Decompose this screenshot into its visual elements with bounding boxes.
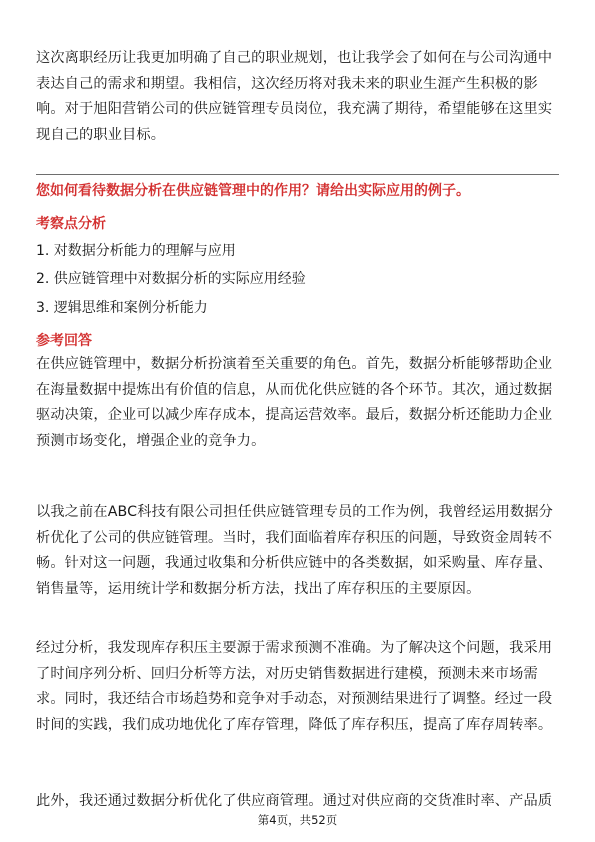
analysis-point: 1. 对数据分析能力的理解与应用 — [36, 243, 236, 259]
answer-heading: 参考回答 — [36, 333, 92, 349]
answer-paragraph: 此外，我还通过数据分析优化了供应商管理。通过对供应商的交货准时率、产品质 — [36, 793, 553, 809]
intro-paragraph: 这次离职经历让我更加明确了自己的职业规划，也让我学会了如何在与公司沟通中表达自己的需求和期望。我相信，这次经历将对我未来的职业生涯产生积极的影响。对于旭阳营销公司的供应链管理专员岗位，我充满了期待，希望能够在这里实现自己的职业目标。 — [36, 50, 553, 143]
answer-paragraph: 在供应链管理中，数据分析扮演着至关重要的角色。首先，数据分析能够帮助企业在海量数据中提炼出有价值的信息，从而优化供应链的各个环节。其次，通过数据驱动决策，企业可以减少库存成本，提高运营效率。最后，数据分析还能助力企业预测市场变化，增强企业的竞争力。 — [36, 356, 553, 449]
analysis-point: 3. 逻辑思维和案例分析能力 — [36, 300, 208, 316]
answer-paragraph: 以我之前在ABC科技有限公司担任供应链管理专员的工作为例，我曾经运用数据分析优化了公司的供应链管理。当时，我们面临着库存积压的问题，导致资金周转不畅。针对这一问题，我通过收集和分析供应链中的各类数据，如采购量、库存量、销售量等，运用统计学和数据分析方法，找出了库存积压的主要原因。 — [36, 504, 554, 597]
analysis-point: 2. 供应链管理中对数据分析的实际应用经验 — [36, 271, 306, 287]
answer-paragraph: 经过分析，我发现库存积压主要源于需求预测不准确。为了解决这个问题，我采用了时间序列分析、回归分析等方法，对历史销售数据进行建模，预测未来市场需求。同时，我还结合市场趋势和竞争对手动态，对预测结果进行了调整。经过一段时间的实践，我们成功地优化了库存管理，降低了库存积压，提高了库存周转率。 — [36, 640, 553, 733]
interview-question: 您如何看待数据分析在供应链管理中的作用？请给出实际应用的例子。 — [36, 183, 470, 199]
section-divider — [36, 174, 559, 175]
analysis-heading: 考察点分析 — [36, 216, 106, 232]
page-number: 第4页，共52页 — [257, 813, 338, 827]
